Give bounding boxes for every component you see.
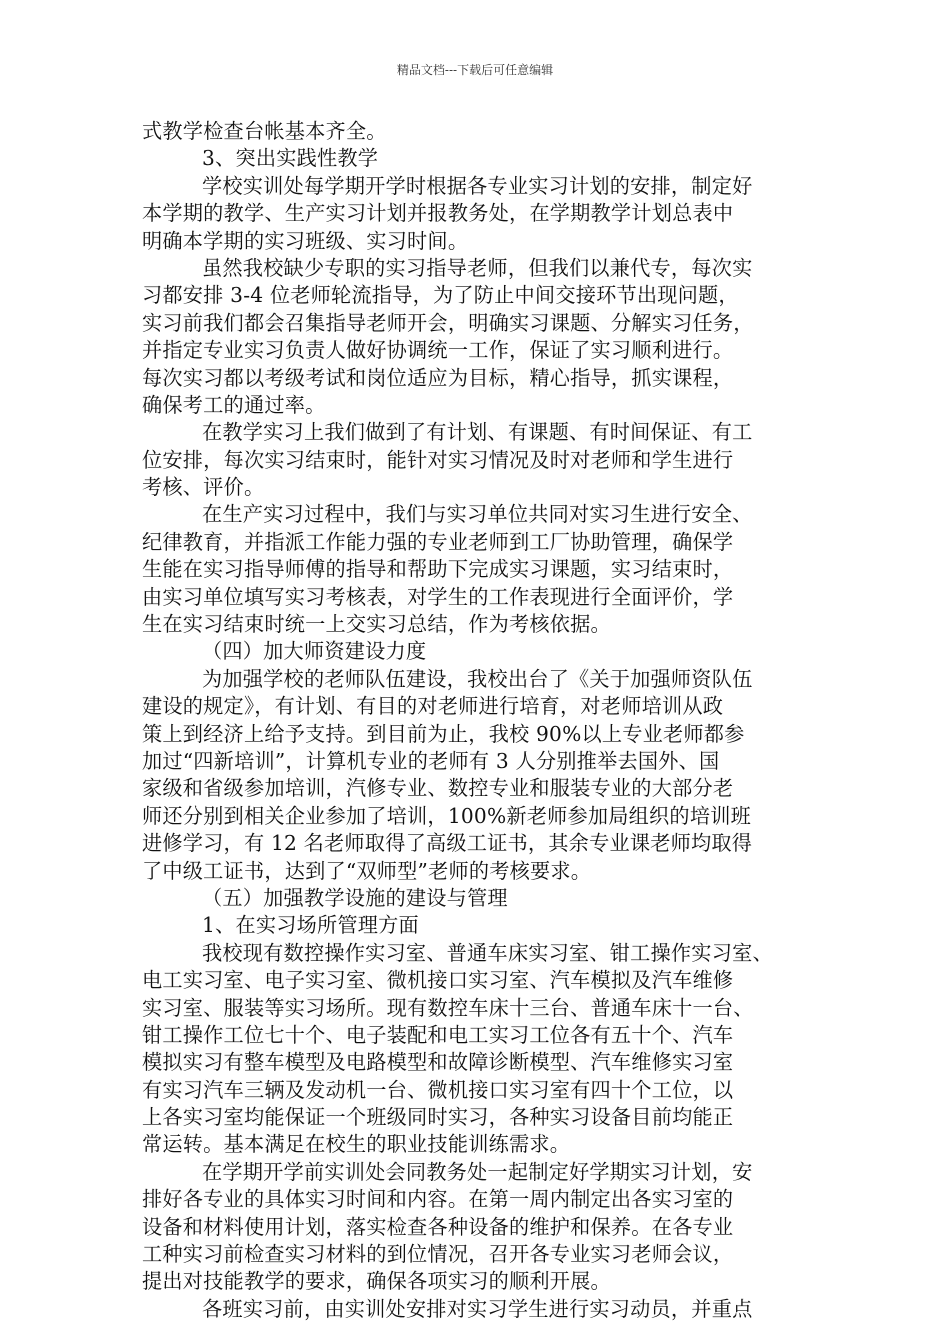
text-line: 明确本学期的实习班级、实习时间。 bbox=[142, 228, 469, 253]
text-line: 工种实习前检查实习材料的到位情况，召开各专业实习老师会议， bbox=[142, 1242, 734, 1267]
text-line: 位安排，每次实习结束时，能针对实习情况及时对老师和学生进行 bbox=[142, 447, 734, 472]
text-line: 为加强学校的老师队伍建设，我校出台了《关于加强师资队伍 bbox=[202, 666, 753, 691]
text-line: 3、突出实践性教学 bbox=[202, 146, 379, 171]
text-line: 虽然我校缺少专职的实习指导老师，但我们以兼代专，每次实 bbox=[202, 255, 753, 280]
text-line: 钳工操作工位七十个、电子装配和电工实习工位各有五十个、汽车 bbox=[142, 1022, 734, 1047]
text-line: 本学期的教学、生产实习计划并报教务处，在学期教学计划总表中 bbox=[142, 201, 734, 226]
text-line: 每次实习都以考级考试和岗位适应为目标，精心指导，抓实课程， bbox=[142, 365, 734, 390]
text-line: 实习室、服装等实习场所。现有数控车床十三台、普通车床十一台、 bbox=[142, 995, 754, 1020]
text-line: 习都安排 3-4 位老师轮流指导，为了防止中间交接环节出现问题， bbox=[142, 283, 739, 308]
text-line: 模拟实习有整车模型及电路模型和故障诊断模型、汽车维修实习室 bbox=[142, 1050, 734, 1075]
text-line: 家级和省级参加培训，汽修专业、数控专业和服装专业的大部分老 bbox=[142, 776, 734, 801]
text-line: 进修学习，有 12 名老师取得了高级工证书，其余专业课老师均取得 bbox=[142, 831, 753, 856]
document-body bbox=[142, 118, 814, 1323]
text-line: 学校实训处每学期开学时根据各专业实习计划的安排，制定好 bbox=[202, 173, 753, 198]
text-line: 策上到经济上给予支持。到目前为止，我校 90%以上专业老师都参 bbox=[142, 721, 745, 746]
text-line: 加过“四新培训”，计算机专业的老师有 3 人分别推举去国外、国 bbox=[142, 748, 720, 773]
text-line: 上各实习室均能保证一个班级同时实习，各种实习设备目前均能正 bbox=[142, 1105, 734, 1130]
text-line: 在教学实习上我们做到了有计划、有课题、有时间保证、有工 bbox=[202, 420, 753, 445]
text-line: 纪律教育，并指派工作能力强的专业老师到工厂协助管理，确保学 bbox=[142, 529, 734, 554]
text-line: 在生产实习过程中，我们与实习单位共同对实习生进行安全、 bbox=[202, 502, 753, 527]
text-line: 各班实习前，由实训处安排对实习学生进行实习动员，并重点 bbox=[202, 1296, 753, 1321]
text-line: 在学期开学前实训处会同教务处一起制定好学期实习计划，安 bbox=[202, 1159, 753, 1184]
text-line: 考核、评价。 bbox=[142, 475, 265, 500]
text-line: 由实习单位填写实习考核表，对学生的工作表现进行全面评价，学 bbox=[142, 584, 734, 609]
text-line: 师还分别到相关企业参加了培训，100%新老师参加局组织的培训班 bbox=[142, 803, 751, 828]
text-line: 建设的规定》，有计划、有目的对老师进行培育，对老师培训从政 bbox=[142, 694, 724, 719]
text-line: 生在实习结束时统一上交实习总结，作为考核依据。 bbox=[142, 612, 611, 637]
text-line: 设备和材料使用计划，落实检查各种设备的维护和保养。在各专业 bbox=[142, 1214, 734, 1239]
text-line: 排好各专业的具体实习时间和内容。在第一周内制定出各实习室的 bbox=[142, 1187, 734, 1212]
text-line: 并指定专业实习负责人做好协调统一工作，保证了实习顺利进行。 bbox=[142, 338, 734, 363]
text-line: 常运转。基本满足在校生的职业技能训练需求。 bbox=[142, 1132, 571, 1157]
text-line: 确保考工的通过率。 bbox=[142, 392, 326, 417]
text-line: 了中级工证书，达到了“双师型”老师的考核要求。 bbox=[142, 858, 592, 883]
text-line: 电工实习室、电子实习室、微机接口实习室、汽车模拟及汽车维修 bbox=[142, 968, 734, 993]
text-line: （四）加大师资建设力度 bbox=[202, 639, 427, 664]
page-header: 精品文档---下载后可任意编辑 bbox=[396, 63, 554, 77]
text-line: 提出对技能教学的要求，确保各项实习的顺利开展。 bbox=[142, 1269, 611, 1294]
text-line: 生能在实习指导师傅的指导和帮助下完成实习课题，实习结束时， bbox=[142, 557, 734, 582]
text-line: 实习前我们都会召集指导老师开会，明确实习课题、分解实习任务， bbox=[142, 310, 754, 335]
text-line: （五）加强教学设施的建设与管理 bbox=[202, 885, 508, 910]
text-line: 我校现有数控操作实习室、普通车床实习室、钳工操作实习室、 bbox=[202, 940, 773, 965]
text-line: 式教学检查台帐基本齐全。 bbox=[142, 119, 387, 143]
text-line: 有实习汽车三辆及发动机一台、微机接口实习室有四十个工位，以 bbox=[142, 1077, 734, 1102]
text-line: 1、在实习场所管理方面 bbox=[202, 913, 419, 938]
